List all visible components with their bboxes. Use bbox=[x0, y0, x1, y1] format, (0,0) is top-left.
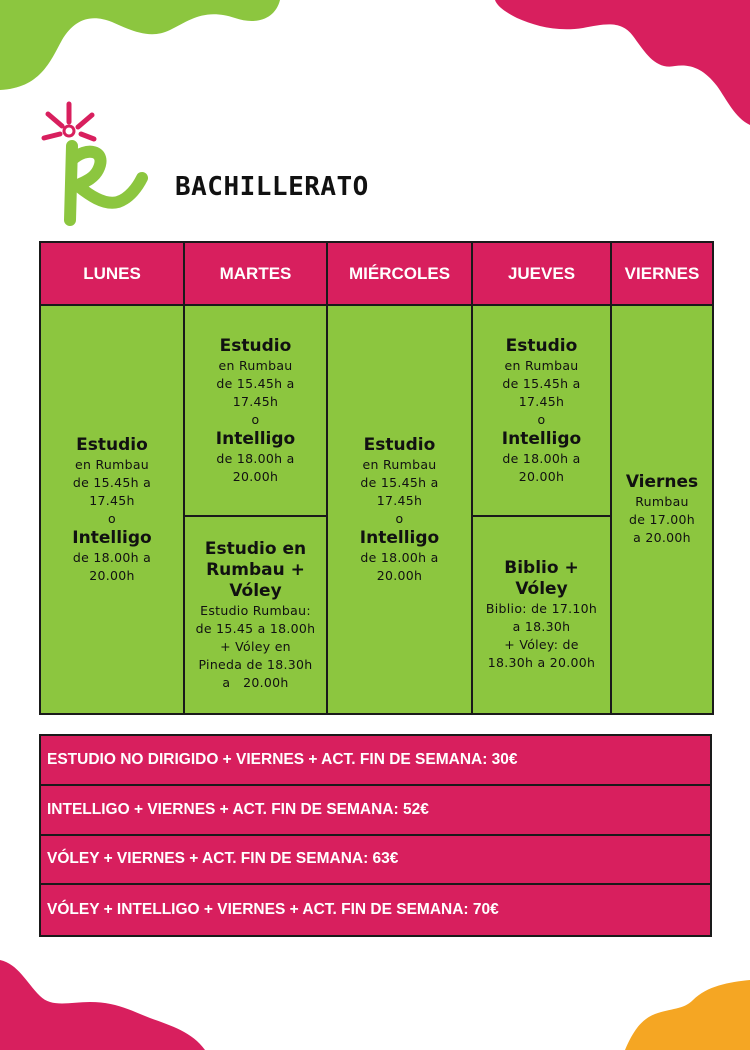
cell-text: 18.30h a 20.00h bbox=[487, 655, 596, 670]
cell-text: o bbox=[251, 411, 260, 427]
cell-text: en Rumbau bbox=[74, 456, 150, 472]
page-title: BACHILLERATO bbox=[175, 172, 369, 202]
cell-text: a 20.00h bbox=[222, 674, 289, 690]
price-row: VÓLEY + INTELLIGO + VIERNES + ACT. FIN DE SEMANA: 70€ bbox=[41, 885, 710, 935]
cell-text: Estudio Rumbau: bbox=[200, 602, 311, 618]
cell-text: o bbox=[108, 510, 116, 526]
cell-text: a 18.30h bbox=[512, 619, 571, 634]
schedule-table bbox=[39, 241, 714, 715]
cell-text: 17.45h bbox=[376, 492, 423, 508]
cell-text: o bbox=[395, 510, 404, 526]
cell-text: en Rumbau bbox=[504, 357, 579, 373]
cell-title: Intelligo bbox=[359, 527, 440, 548]
cell-text: en Rumbau bbox=[218, 357, 293, 373]
cell-title: Biblio + bbox=[504, 558, 579, 578]
cell-text: de 18.00h a bbox=[72, 549, 152, 565]
cell-martes-top bbox=[184, 305, 327, 516]
header-jueves: JUEVES bbox=[472, 242, 611, 305]
cell-miercoles bbox=[327, 305, 472, 714]
cell-text: en Rumbau bbox=[362, 456, 437, 472]
cell-text: de 18.00h a bbox=[216, 450, 295, 466]
cell-lunes bbox=[40, 305, 184, 714]
cell-title: Intelligo bbox=[215, 428, 296, 449]
cell-title: Estudio bbox=[363, 434, 436, 455]
price-row: ESTUDIO NO DIRIGIDO + VIERNES + ACT. FIN DE SEMANA: 30€ bbox=[41, 736, 710, 786]
cell-text: 20.00h bbox=[89, 567, 135, 583]
cell-title: Intelligo bbox=[501, 428, 582, 449]
price-row: INTELLIGO + VIERNES + ACT. FIN DE SEMANA: 52€ bbox=[41, 786, 710, 836]
cell-title: Rumbau + bbox=[206, 559, 305, 580]
header-lunes: LUNES bbox=[40, 242, 184, 305]
cell-text: a 20.00h bbox=[633, 530, 691, 545]
cell-text: de 15.45h a bbox=[216, 375, 295, 391]
price-list bbox=[39, 734, 712, 937]
cell-viernes bbox=[611, 305, 713, 714]
cell-text: Pineda de 18.30h bbox=[198, 656, 313, 672]
pink-blob-decoration-bottom bbox=[0, 960, 205, 1050]
cell-jueves-bottom bbox=[472, 516, 611, 714]
cell-jueves-top bbox=[472, 305, 611, 516]
cell-text: 17.45h bbox=[518, 393, 565, 409]
cell-text: 17.45h bbox=[232, 393, 279, 409]
cell-text: de 15.45h a bbox=[72, 474, 152, 490]
cell-text: Rumbau bbox=[635, 494, 689, 509]
header-viernes: VIERNES bbox=[611, 242, 713, 305]
cell-text: de 18.00h a bbox=[360, 549, 439, 565]
cell-title: Estudio bbox=[505, 335, 578, 356]
cell-text: 20.00h bbox=[376, 567, 423, 583]
cell-title: Intelligo bbox=[72, 527, 152, 548]
schedule-header-row bbox=[40, 242, 713, 305]
cell-text: + Vóley: de bbox=[504, 637, 579, 652]
cell-text: + Vóley en bbox=[220, 638, 291, 654]
cell-title: Vóley bbox=[515, 579, 568, 599]
cell-text: 17.45h bbox=[89, 492, 135, 508]
price-row: VÓLEY + VIERNES + ACT. FIN DE SEMANA: 63€ bbox=[41, 836, 710, 886]
green-blob-decoration bbox=[0, 0, 290, 95]
cell-title: Viernes bbox=[625, 472, 699, 492]
orange-blob-decoration bbox=[625, 980, 750, 1050]
cell-title: Estudio bbox=[76, 434, 148, 455]
cell-text: de 15.45h a bbox=[502, 375, 581, 391]
cell-text: de 17.00h bbox=[628, 512, 695, 527]
cell-text: 20.00h bbox=[518, 468, 565, 484]
header-miercoles: MIÉRCOLES bbox=[327, 242, 472, 305]
cell-title: Estudio bbox=[219, 335, 292, 356]
cell-martes-bottom bbox=[184, 516, 327, 714]
r-logo-icon bbox=[38, 98, 148, 230]
cell-text: 20.00h bbox=[232, 468, 279, 484]
cell-title: Vóley bbox=[229, 580, 282, 601]
cell-title: Estudio en bbox=[204, 538, 307, 559]
header-martes: MARTES bbox=[184, 242, 327, 305]
cell-text: de 18.00h a bbox=[502, 450, 581, 466]
pink-blob-decoration bbox=[495, 0, 750, 125]
cell-text: o bbox=[537, 411, 546, 427]
cell-text: de 15.45h a bbox=[360, 474, 439, 490]
cell-text: de 15.45 a 18.00h bbox=[195, 620, 316, 636]
cell-text: Biblio: de 17.10h bbox=[485, 601, 598, 616]
